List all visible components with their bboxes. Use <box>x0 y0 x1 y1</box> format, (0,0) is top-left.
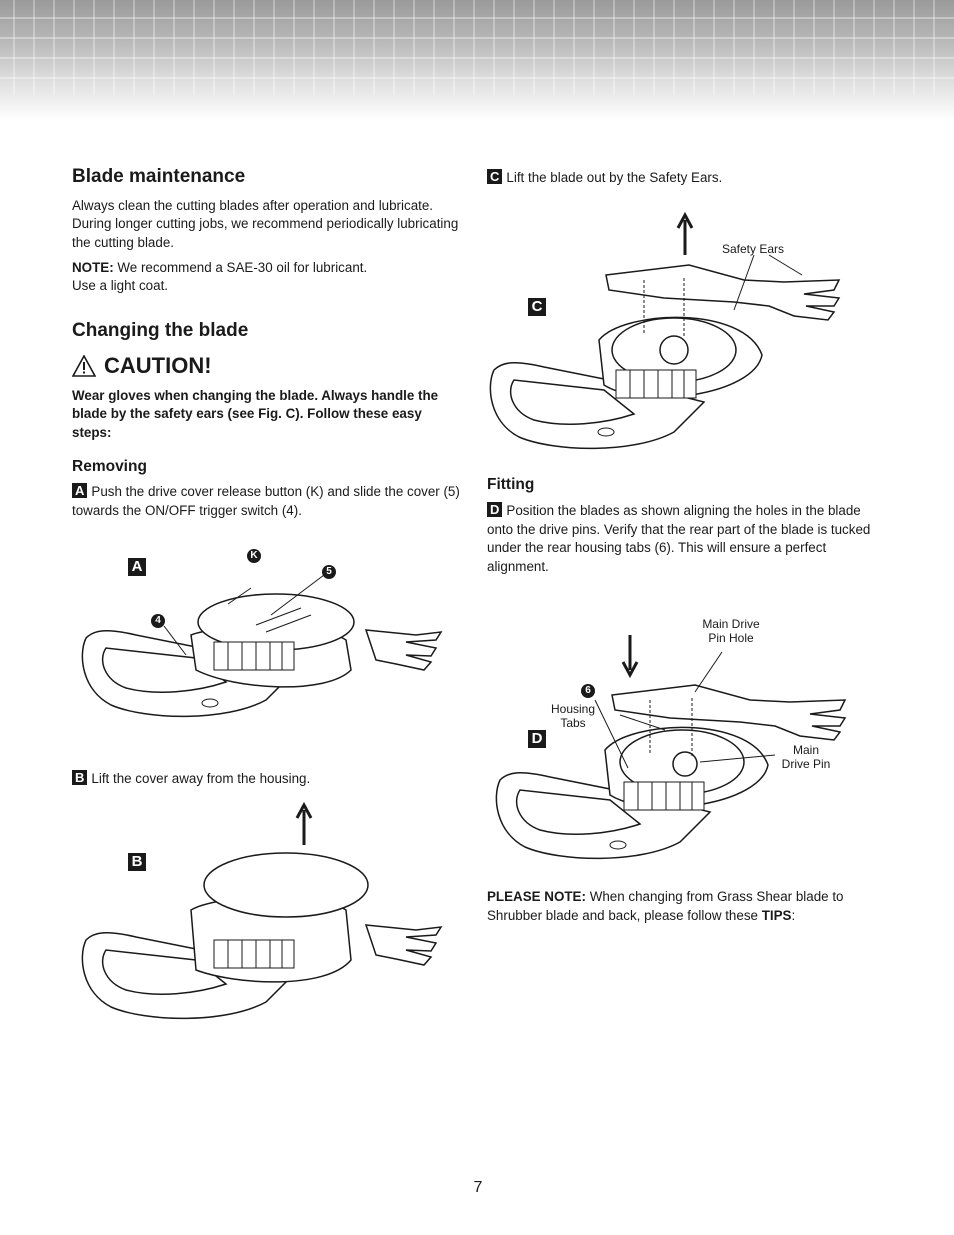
tips-colon: : <box>791 907 796 923</box>
blade-maintenance-body: Always clean the cutting blades after operation and lubricate. During longer cutting jobs, we recommend periodically lubricating the cutting blade. <box>72 197 459 250</box>
note-text: We recommend a SAE-30 oil for lubricant. <box>117 259 368 275</box>
caution-heading <box>72 353 464 379</box>
step-a-paragraph <box>72 483 464 520</box>
housing-tabs-label <box>543 702 603 730</box>
main-drive-pin-line2: Drive Pin <box>781 757 831 771</box>
main-drive-pin-label <box>776 743 836 771</box>
header-band <box>0 0 954 120</box>
left-column <box>72 166 464 520</box>
step-b-tag: B <box>72 770 87 785</box>
step-d-tag: D <box>487 502 502 517</box>
callout-6: 6 <box>581 684 595 698</box>
step-c-text: Lift the blade out by the Safety Ears. <box>506 170 723 185</box>
step-d-text: Position the blades as shown aligning the holes in the blade onto the drive pins. Verify that the rear part of the blade is tucked under the rear housing tabs (6). This will ensure a perfect alignment. <box>487 503 871 574</box>
housing-tabs-line1: Housing <box>550 702 596 716</box>
housing-tabs-line2: Tabs <box>560 716 586 730</box>
main-drive-pin-hole-label <box>690 617 772 645</box>
callout-4: 4 <box>151 614 165 628</box>
please-note-label: PLEASE NOTE: <box>487 889 586 904</box>
callout-k: K <box>247 549 261 563</box>
safety-ears-label: Safety Ears <box>721 242 785 256</box>
changing-blade-heading: Changing the blade <box>72 319 249 341</box>
caution-title: CAUTION! <box>104 352 212 378</box>
step-b-text: Lift the cover away from the housing. <box>91 771 311 786</box>
figure-c-illustration <box>484 210 854 455</box>
main-drive-pin-line1: Main <box>792 743 819 757</box>
step-a-tag: A <box>72 483 87 498</box>
note-text-2: Use a light coat. <box>72 278 169 294</box>
main-drive-pin-hole-line1: Main Drive <box>702 617 760 631</box>
figure-b-illustration <box>76 800 446 1030</box>
tips-word: TIPS <box>761 907 792 923</box>
removing-heading: Removing <box>72 458 147 476</box>
step-b-paragraph <box>72 770 464 789</box>
fitting-heading: Fitting <box>487 476 535 493</box>
step-d-paragraph <box>487 502 879 576</box>
caution-text: Wear gloves when changing the blade. Always handle the blade by the safety ears (see Fig. C). Follow these easy steps: <box>72 387 439 440</box>
blade-maintenance-heading: Blade maintenance <box>72 166 246 187</box>
figure-b-label: B <box>128 853 146 871</box>
main-drive-pin-hole-line2: Pin Hole <box>708 631 754 645</box>
warning-triangle-icon <box>72 355 96 377</box>
figure-c-label: C <box>528 298 546 316</box>
figure-a-label: A <box>128 558 146 576</box>
note-paragraph <box>72 259 464 296</box>
step-a-text: Push the drive cover release button (K) and slide the cover (5) towards the ON/OFF trigger switch (4). <box>72 483 460 518</box>
note-label: NOTE: <box>72 259 114 275</box>
figure-a-illustration <box>76 560 446 725</box>
figure-d-label: D <box>528 730 546 748</box>
header-grid-pattern <box>0 0 954 120</box>
step-c-tag: C <box>487 169 502 184</box>
please-note-paragraph <box>487 888 879 925</box>
please-note-text: When changing from Grass Shear blade to Shrubber blade and back, please follow these <box>487 889 844 923</box>
page-number: 7 <box>473 1179 483 1196</box>
step-c-paragraph <box>487 169 879 188</box>
callout-5: 5 <box>322 565 336 579</box>
